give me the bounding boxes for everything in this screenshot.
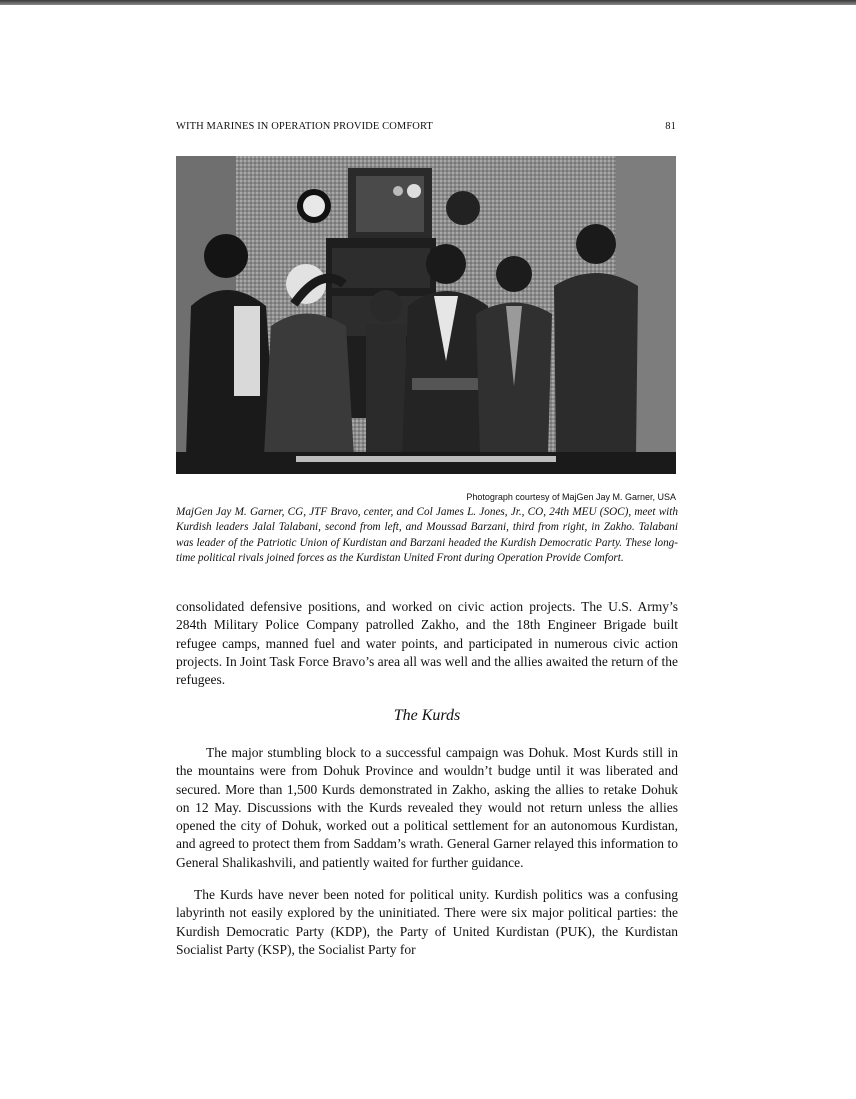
- photo-caption: MajGen Jay M. Garner, CG, JTF Bravo, center, and Col James L. Jones, Jr., CO, 24th MEU (SOC), meet with Kurdish leaders Jalal Talabani, second from left, and Moussad Barzani, third from right, in Zakho. Talabani was leader of the Patriotic Union of Kurdistan and Barzani headed the Kurdish Democratic Party. These long-time political rivals joined forces as the Kurdistan United Front during Operation Provide Comfort.: [176, 506, 678, 565]
- section-heading: The Kurds: [393, 707, 461, 724]
- body-paragraph-3: The Kurds have never been noted for political unity. Kurdish politics was a confusing labyrinth not easily explored by the uninitiated. There were six major political parties: the Kurdish Democratic Party (KDP), the Party of United Kurdistan (PUK), the Kurdistan Socialist Party (KSP), the Socialist Party for: [176, 887, 678, 957]
- body-paragraph-2: The major stumbling block to a successful campaign was Dohuk. Most Kurds still in the mountains were from Dohuk Province and wouldn’t budge until it was liberated and secured. More than 1,500 Kurds demonstrated in Zakho, asking the allies to retake Dohuk on 12 May. Discussions with the Kurds revealed they would not return unless the allies opened the city of Dohuk, worked out a political settlement for an autonomous Kurdistan, and agreed to protect them from Saddam’s wrath. General Garner relayed this information to General Shalikashvili, and patiently waited for further guidance.: [176, 745, 678, 870]
- photo-credit: Photograph courtesy of MajGen Jay M. Garner, USA: [466, 492, 676, 502]
- page-number: 81: [665, 121, 676, 132]
- body-paragraph-1: consolidated defensive positions, and worked on civic action projects. The U.S. Army’s 284th Military Police Company patrolled Zakho, and the 18th Engineer Brigade built refugee camps, manned fuel and water points, and participated in numerous civic action projects. In Joint Task Force Bravo’s area all was well and the allies awaited the return of the refugees.: [176, 599, 678, 688]
- photo-wall-plaque: [446, 191, 480, 225]
- photo-floor: [176, 452, 676, 474]
- running-head: [176, 121, 676, 132]
- photograph-illustration: [176, 156, 676, 474]
- running-head-title: WITH MARINES IN OPERATION PROVIDE COMFORT: [176, 121, 433, 132]
- scan-edge: [0, 0, 856, 5]
- photograph: [176, 156, 676, 474]
